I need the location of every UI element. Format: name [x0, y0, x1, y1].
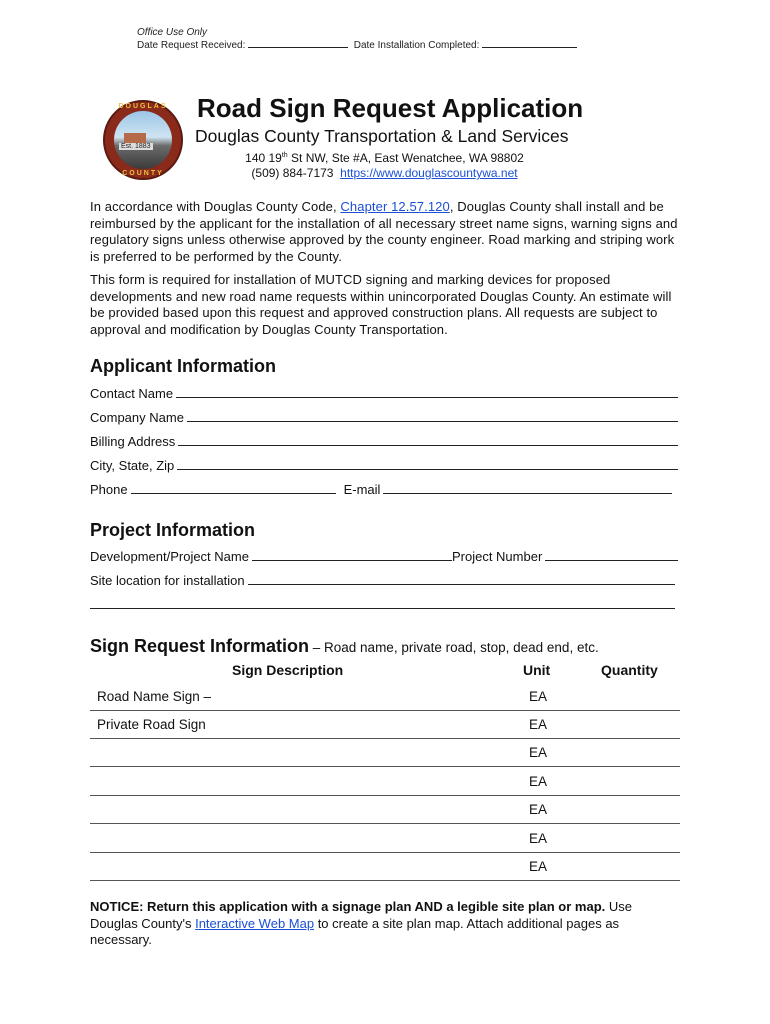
- sign-table-row[interactable]: [90, 825, 680, 853]
- sign-table-row[interactable]: [90, 711, 680, 739]
- email-field[interactable]: [383, 493, 672, 494]
- sign-unit: EA: [529, 859, 548, 874]
- date-completed-field[interactable]: [482, 39, 577, 48]
- billing-address-field[interactable]: [178, 445, 678, 446]
- intro-paragraph-1: In accordance with Douglas County Code, Chapter 12.57.120, Douglas County shall install and be reimbursed by the applicant for the installation of all necessary street name signs, warning signs and regulatory signs unless otherwise approved by the county engineer. Road marking and striping work is preferred to be performed by the County.: [90, 199, 678, 264]
- date-received-field[interactable]: [248, 39, 348, 48]
- city-state-zip-label: City, State, Zip: [90, 458, 175, 473]
- phone-field[interactable]: [131, 493, 336, 494]
- contact-name-row: [90, 385, 680, 401]
- sign-description[interactable]: Private Road Sign: [97, 717, 206, 732]
- site-location-field[interactable]: [248, 584, 675, 585]
- col-quantity: Quantity: [601, 662, 658, 678]
- sign-table-row[interactable]: [90, 683, 680, 711]
- email-label: E-mail: [343, 482, 381, 497]
- company-name-field[interactable]: [187, 421, 678, 422]
- logo-bottom-text: COUNTY: [122, 170, 164, 177]
- phone: (509) 884-7173: [251, 166, 334, 180]
- contact-name-label: Contact Name: [90, 386, 174, 401]
- sign-unit: EA: [529, 774, 548, 789]
- project-number-label: Project Number: [451, 549, 543, 564]
- sign-table-row[interactable]: [90, 853, 680, 881]
- sign-unit: EA: [529, 745, 548, 760]
- logo-top-text: DOUGLAS: [118, 103, 168, 110]
- sign-description[interactable]: Road Name Sign –: [97, 689, 212, 704]
- site-location-label: Site location for installation: [90, 573, 245, 588]
- date-completed-label: Date Installation Completed:: [353, 40, 480, 51]
- phone-label: Phone: [90, 482, 128, 497]
- company-name-row: [90, 409, 680, 425]
- department-name: Douglas County Transportation & Land Services: [195, 126, 569, 146]
- company-name-label: Company Name: [90, 410, 184, 425]
- county-seal-logo: [103, 100, 183, 180]
- address: 140 19th St NW, Ste #A, East Wenatchee, WA 98802: [245, 151, 524, 165]
- city-state-zip-field[interactable]: [177, 469, 678, 470]
- office-use-block: [137, 27, 577, 52]
- sign-request-heading: Sign Request Information – Road name, private road, stop, dead end, etc.: [90, 636, 599, 656]
- interactive-web-map-link[interactable]: Interactive Web Map: [195, 915, 315, 931]
- logo-est: Est. 1883: [121, 143, 151, 150]
- sign-unit: EA: [529, 831, 548, 846]
- project-heading: Project Information: [90, 520, 256, 540]
- col-sign-description: Sign Description: [232, 662, 344, 678]
- sign-unit: EA: [529, 717, 548, 732]
- project-name-field[interactable]: [252, 560, 452, 561]
- project-name-row: [90, 548, 680, 564]
- logo-image: [114, 111, 172, 169]
- sign-unit: EA: [529, 689, 548, 704]
- contact-block: [197, 148, 572, 181]
- billing-row: [90, 433, 680, 449]
- sign-table-row[interactable]: [90, 796, 680, 824]
- page-title: Road Sign Request Application: [197, 93, 584, 123]
- date-received-label: Date Request Received:: [137, 40, 246, 51]
- code-chapter-link[interactable]: Chapter 12.57.120: [340, 199, 450, 214]
- office-use-heading: Office Use Only: [137, 27, 208, 38]
- col-unit: Unit: [523, 662, 551, 678]
- sign-table-row[interactable]: [90, 768, 680, 796]
- contact-name-field[interactable]: [176, 397, 678, 398]
- sign-table-row[interactable]: [90, 739, 680, 767]
- sign-request-subheading: – Road name, private road, stop, dead end, etc.: [309, 640, 599, 655]
- project-name-label: Development/Project Name: [90, 549, 249, 564]
- notice: NOTICE: Return this application with a signage plan AND a legible site plan or map. Use Douglas County's Interactive Web Map to create a site plan map. Attach additional pages as necessary.: [90, 899, 632, 947]
- site-location-row-2: [90, 596, 680, 612]
- phone-email-row: [90, 481, 680, 497]
- billing-address-label: Billing Address: [90, 434, 176, 449]
- city-row: [90, 457, 680, 473]
- project-number-field[interactable]: [545, 560, 678, 561]
- intro-paragraph-2: This form is required for installation of MUTCD signing and marking devices for proposed developments and new road name requests within unincorporated Douglas County. An estimate will be provided based upon this request and approved construction plans. All requests are subject to approval and modification by Douglas County Transportation.: [90, 272, 672, 337]
- website-link[interactable]: https://www.douglascountywa.net: [340, 166, 518, 180]
- applicant-heading: Applicant Information: [90, 356, 276, 376]
- sign-unit: EA: [529, 802, 548, 817]
- site-location-field-2[interactable]: [90, 608, 675, 609]
- site-location-row: [90, 572, 680, 588]
